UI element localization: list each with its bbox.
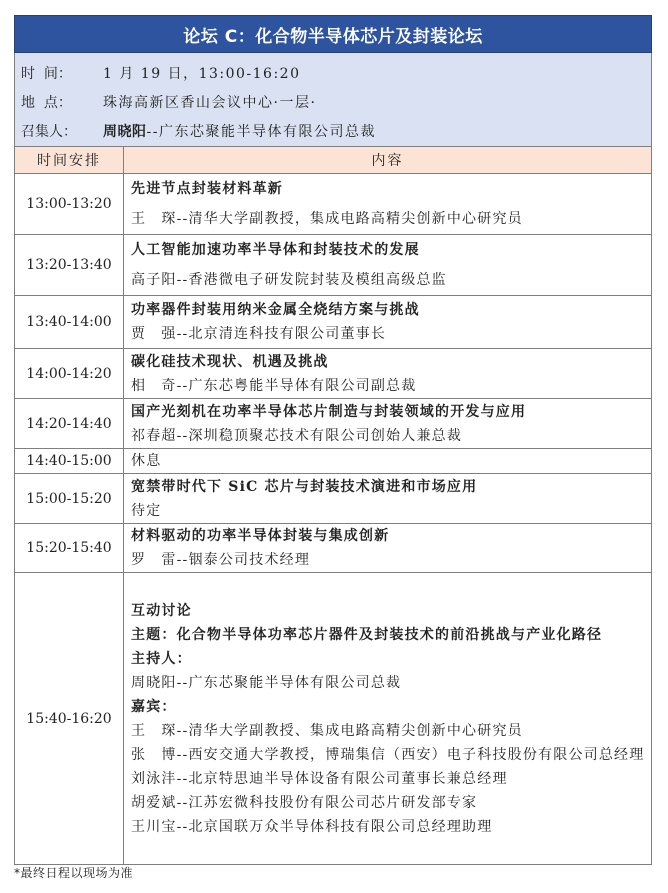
session-detail: 待定 [131, 502, 162, 519]
header-content: 内容 [124, 147, 652, 174]
time-value: 1 月 19 日，13:00-16:20 [103, 65, 301, 82]
session-title: 国产光刻机在功率半导体芯片制造与封装领域的开发与应用 [131, 403, 527, 420]
session-content [124, 449, 652, 474]
session-content [124, 573, 652, 865]
table-row [15, 399, 652, 449]
session-content [124, 474, 652, 524]
session-detail: 祁春超--深圳稳顶聚芯技术有限公司创始人兼总裁 [131, 427, 463, 444]
session-detail: 刘泳沣--北京特思迪半导体设备有限公司董事长兼总经理 [131, 770, 508, 787]
session-detail: 王 琛--清华大学副教授、集成电路高精尖创新中心研究员 [131, 722, 523, 739]
session-title: 人工智能加速功率半导体和封装技术的发展 [131, 242, 420, 258]
convener-name: 周晓阳 [103, 123, 147, 140]
session-detail: 王川宝--北京国联万众半导体科技有限公司总经理助理 [131, 818, 493, 835]
session-detail: 高子阳--香港微电子研发院封装及模组高级总监 [131, 272, 447, 288]
place-value: 珠海高新区香山会议中心·一层· [103, 94, 317, 111]
session-time: 15:20-15:40 [15, 524, 124, 573]
convener-label: 召集人： [21, 123, 77, 140]
table-row [15, 296, 652, 349]
table-row [15, 449, 652, 474]
session-content [124, 174, 652, 235]
session-time: 14:40-15:00 [15, 449, 124, 474]
table-row [15, 235, 652, 296]
session-detail: 胡爱斌--江苏宏微科技股份有限公司芯片研发部专家 [131, 794, 478, 811]
table-row [15, 474, 652, 524]
session-title: 宽禁带时代下 SiC 芯片与封装技术演进和市场应用 [131, 478, 478, 495]
session-title: 碳化硅技术现状、机遇及挑战 [131, 353, 329, 370]
session-title: 互动讨论 [131, 602, 192, 619]
session-title: 材料驱动的功率半导体封装与集成创新 [131, 528, 390, 544]
table-row [15, 174, 652, 235]
time-label: 时 间： [21, 65, 72, 82]
session-content [124, 235, 652, 296]
session-detail: 主题：化合物半导体功率芯片器件及封装技术的前沿挑战与产业化路径 [131, 626, 603, 643]
session-content [124, 296, 652, 349]
session-detail: 王 琛--清华大学副教授，集成电路高精尖创新中心研究员 [131, 211, 523, 227]
forum-schedule [14, 15, 652, 865]
session-time: 14:20-14:40 [15, 399, 124, 449]
session-detail: 主持人： [131, 650, 192, 667]
session-title: 功率器件封装用纳米金属全烧结方案与挑战 [131, 302, 420, 318]
forum-title: 论坛 C：化合物半导体芯片及封装论坛 [14, 15, 652, 53]
footnote: *最终日程以现场为准 [14, 866, 134, 880]
session-detail: 贾 强--北京清连科技有限公司董事长 [131, 326, 387, 342]
session-content [124, 349, 652, 399]
table-row [15, 524, 652, 573]
table-row [15, 349, 652, 399]
schedule-table [14, 146, 652, 865]
session-title: 先进节点封装材料革新 [131, 181, 283, 197]
session-time: 13:00-13:20 [15, 174, 124, 235]
session-detail: 张 博--西安交通大学教授，博瑞集信（西安）电子科技股份有限公司总经理 [131, 746, 645, 763]
table-row [15, 573, 652, 865]
session-detail: 相 奇--广东芯粤能半导体有限公司副总裁 [131, 377, 417, 394]
session-content [124, 399, 652, 449]
info-time [15, 58, 651, 87]
session-detail: 嘉宾： [131, 698, 177, 715]
session-time: 15:40-16:20 [15, 573, 124, 865]
header-time: 时间安排 [15, 147, 124, 174]
session-time: 13:20-13:40 [15, 235, 124, 296]
info-convener [15, 116, 651, 145]
session-time: 15:00-15:20 [15, 474, 124, 524]
info-place [15, 87, 651, 116]
convener-value: --广东芯聚能半导体有限公司总裁 [146, 123, 376, 140]
session-detail: 罗 雷--铟泰公司技术经理 [131, 552, 311, 568]
schedule-body [15, 174, 652, 865]
place-label: 地 点： [21, 94, 72, 111]
table-header-row [15, 147, 652, 174]
session-title: 休息 [131, 453, 162, 469]
session-time: 13:40-14:00 [15, 296, 124, 349]
session-time: 14:00-14:20 [15, 349, 124, 399]
session-detail: 周晓阳--广东芯聚能半导体有限公司总裁 [131, 674, 402, 691]
forum-info [14, 53, 652, 146]
session-content [124, 524, 652, 573]
